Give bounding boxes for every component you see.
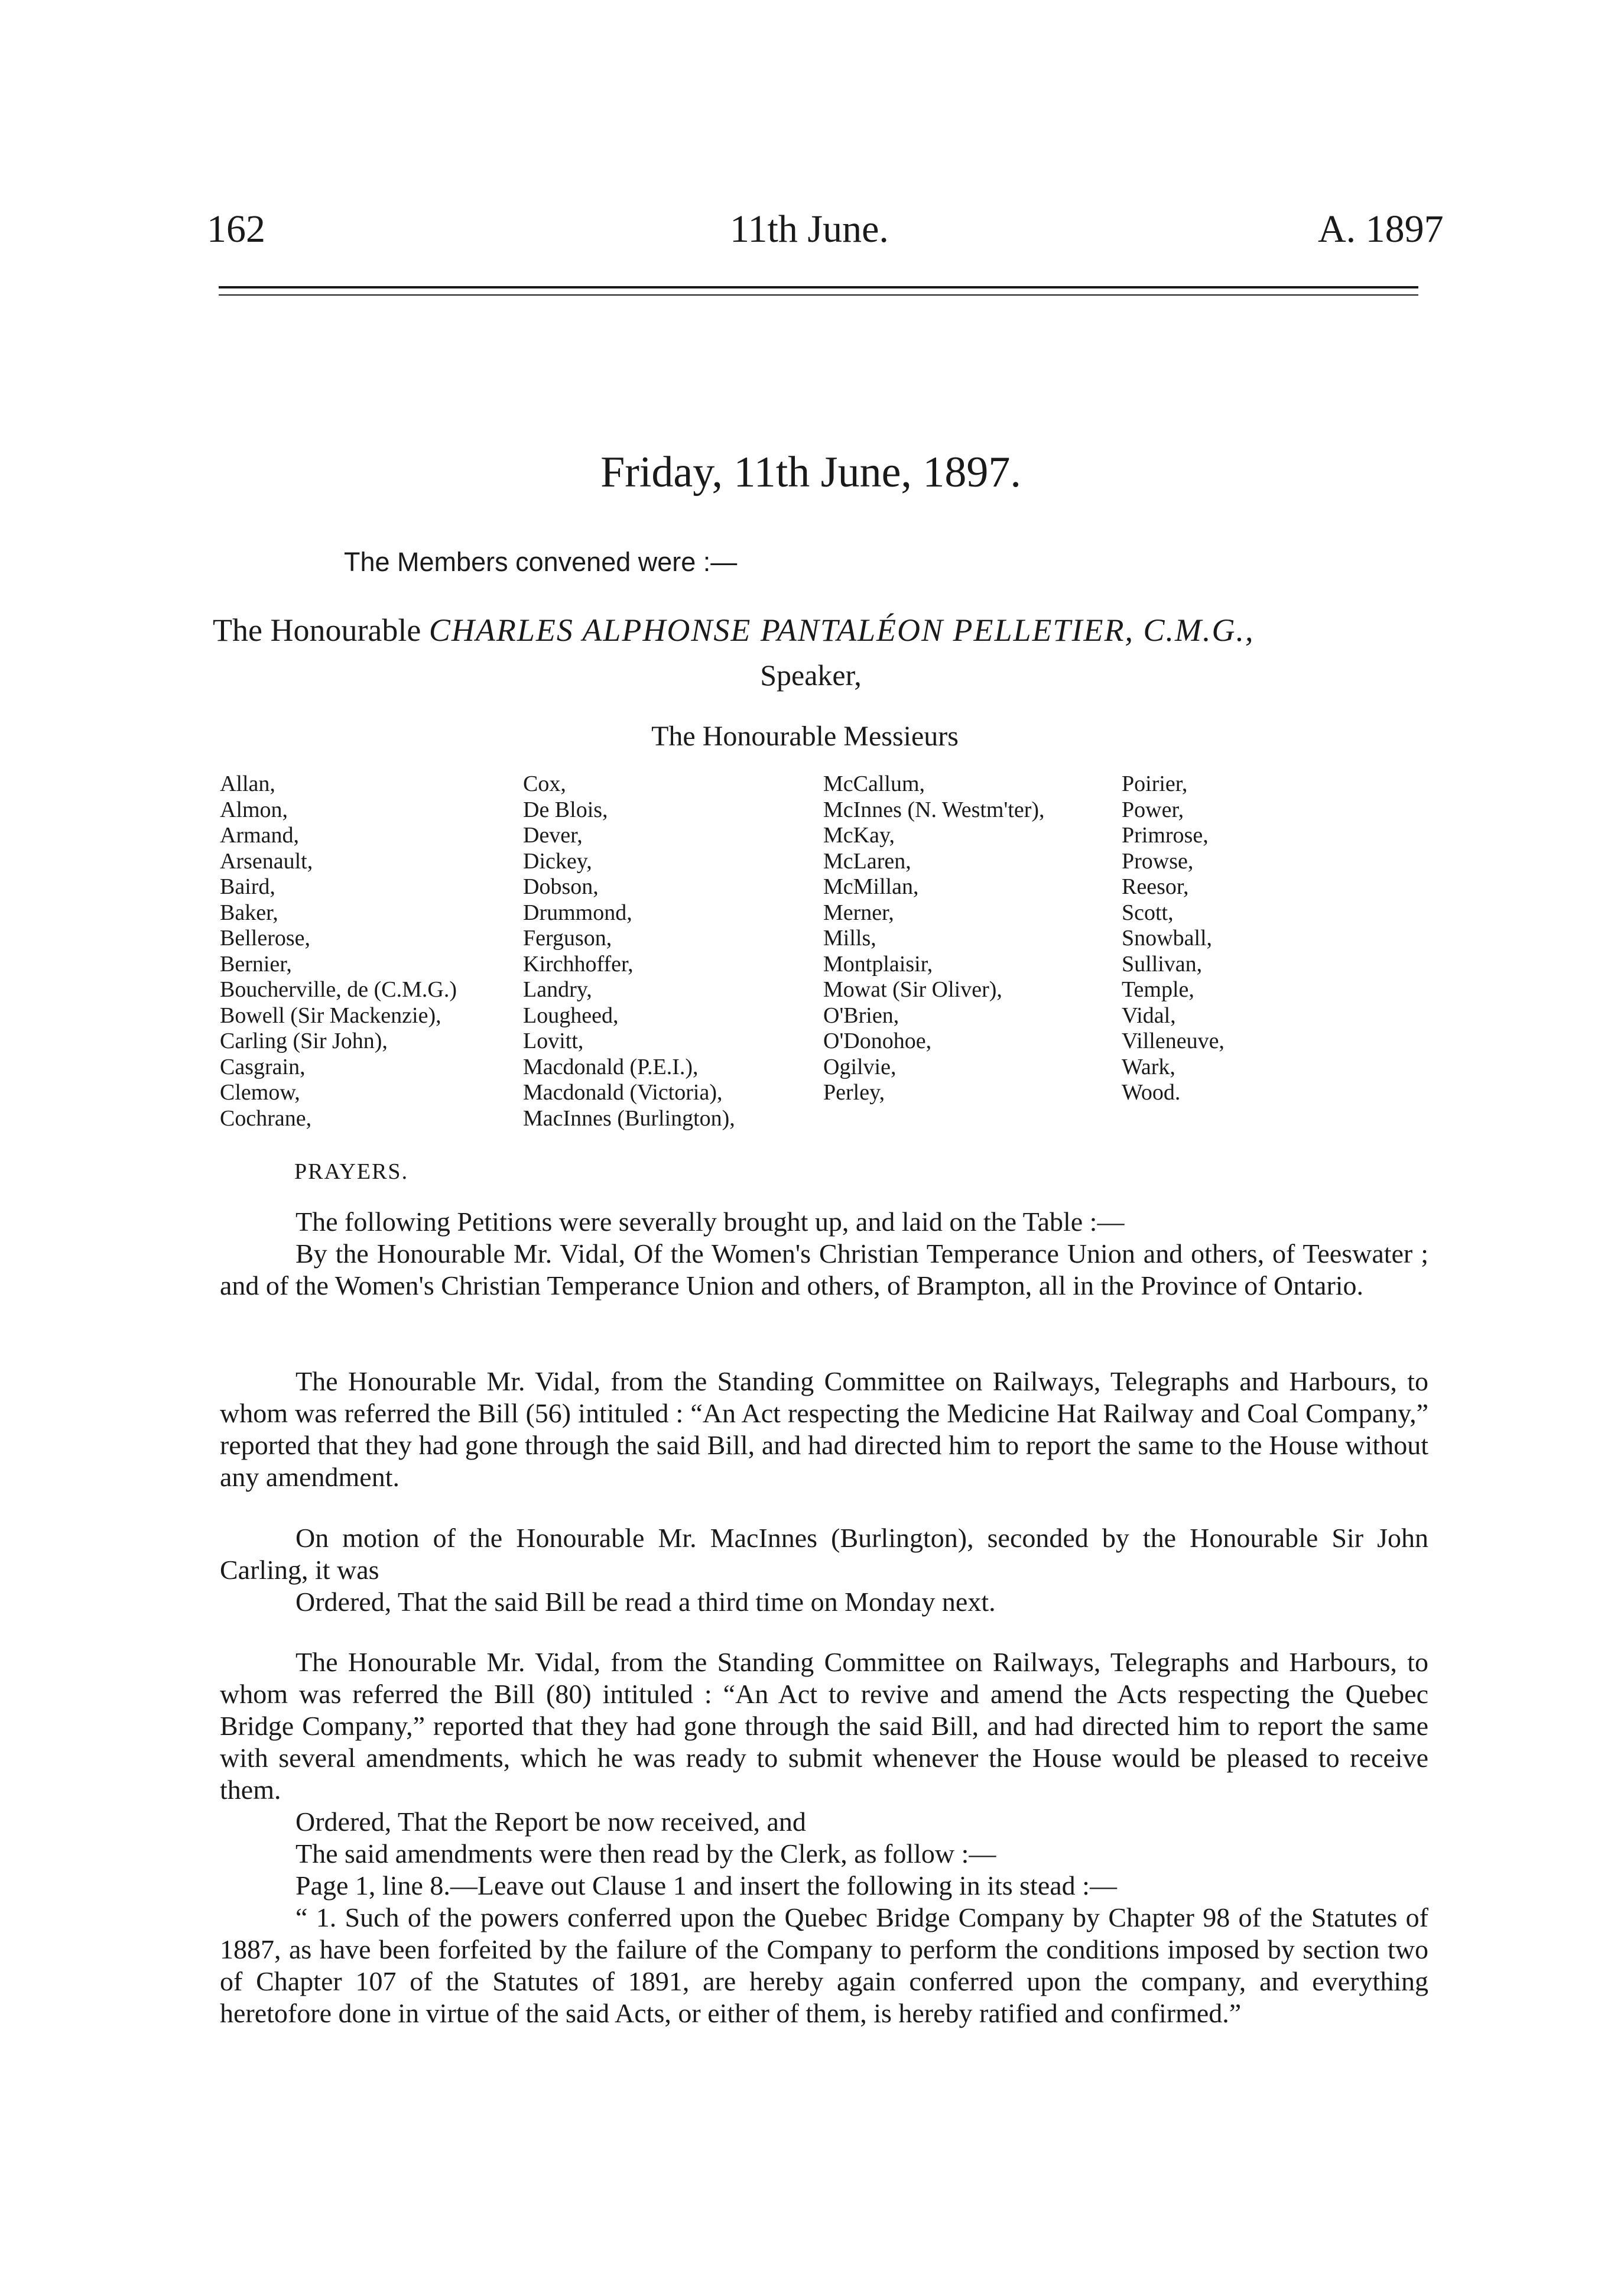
railway-report-text: The Honourable Mr. Vidal, from the Standing Committee on Railways, Telegraphs and Harbours, to whom was referred the Bill (80) intituled : “An Act to revive and amend the Acts respecting the Quebec Bridge Company,” reported that they had gone through the said Bill, and had directed him to report the same with several amendments, which he was ready to submit whenever the House would be pleased to receive them. <box>220 1647 1428 1805</box>
member-name: Lougheed, <box>523 1003 619 1028</box>
member-name: Wark, <box>1122 1054 1175 1079</box>
member-name: McMillan, <box>823 874 919 899</box>
member-name: Allan, <box>220 771 275 796</box>
members-column-3 <box>823 771 1045 1106</box>
railway-report-bill-56 <box>220 1366 1428 1493</box>
member-name: Almon, <box>220 797 288 822</box>
member-name: Vidal, <box>1122 1003 1176 1028</box>
member-name: Casgrain, <box>220 1054 306 1079</box>
petitions-section <box>220 1206 1428 1302</box>
member-name: Arsenault, <box>220 848 313 874</box>
member-name: Mowat (Sir Oliver), <box>823 977 1002 1002</box>
motion-section <box>220 1522 1428 1618</box>
member-name: Lovitt, <box>523 1029 584 1053</box>
sitting-date-title: Friday, 11th June, 1897. <box>600 448 1021 497</box>
motion-text: On motion of the Honourable Mr. MacInnes (Burlington), seconded by the Honourable Sir John Carling, it was <box>220 1523 1428 1585</box>
member-name: Macdonald (Victoria), <box>523 1080 723 1105</box>
petitions-intro: The following Petitions were severally brought up, and laid on the Table :— <box>295 1207 1125 1237</box>
member-name: Poirier, <box>1122 771 1188 796</box>
member-name: Bowell (Sir Mackenzie), <box>220 1003 441 1028</box>
page-line-instruction: Page 1, line 8.—Leave out Clause 1 and insert the following in its stead :— <box>295 1870 1117 1901</box>
member-name: Ogilvie, <box>823 1054 897 1079</box>
member-name: Cox, <box>523 771 566 796</box>
member-name: Dever, <box>523 823 583 848</box>
member-name: Snowball, <box>1122 926 1213 951</box>
member-name: MacInnes (Burlington), <box>523 1105 735 1131</box>
speaker-line <box>213 612 1254 648</box>
member-name: Dobson, <box>523 874 599 899</box>
member-name: Merner, <box>823 900 894 925</box>
members-convened-line: The Members convened were :— <box>344 547 738 577</box>
member-name: Reesor, <box>1122 874 1189 899</box>
member-name: Power, <box>1122 797 1184 822</box>
member-name: Sullivan, <box>1122 951 1203 977</box>
member-name: Kirchhoffer, <box>523 951 634 977</box>
members-column-4 <box>1122 771 1225 1106</box>
members-column-2 <box>523 771 735 1131</box>
member-name: Macdonald (P.E.I.), <box>523 1054 699 1079</box>
member-name: Baker, <box>220 900 278 925</box>
member-name: Primrose, <box>1122 823 1209 848</box>
petitions-body: By the Honourable Mr. Vidal, Of the Women's Christian Temperance Union and others, of Teeswater ; and of the Women's Christian Temperance Union and others, of Brampton, all in the Province of Ontario. <box>220 1238 1428 1301</box>
member-name: De Blois, <box>523 797 608 822</box>
member-name: Bernier, <box>220 951 292 977</box>
member-name: Perley, <box>823 1080 885 1105</box>
member-name: Cochrane, <box>220 1105 312 1131</box>
running-year: A. 1897 <box>1318 207 1444 251</box>
member-name: O'Brien, <box>823 1003 899 1028</box>
messieurs-heading: The Honourable Messieurs <box>651 721 959 752</box>
member-name: Clemow, <box>220 1080 300 1105</box>
amendments-read: The said amendments were then read by the Clerk, as follow :— <box>295 1838 996 1869</box>
member-name: Villeneuve, <box>1122 1029 1225 1053</box>
speaker-name: CHARLES ALPHONSE PANTALÉON PELLETIER, C.M.G., <box>428 612 1255 648</box>
member-name: Boucherville, de (C.M.G.) <box>220 977 457 1002</box>
member-name: Landry, <box>523 977 592 1002</box>
member-name: Wood. <box>1122 1080 1181 1105</box>
member-name: Baird, <box>220 874 275 899</box>
member-name: Ferguson, <box>523 926 612 951</box>
member-name: Drummond, <box>523 900 632 925</box>
member-name: McCallum, <box>823 771 925 796</box>
member-name: Mills, <box>823 926 876 951</box>
member-name: Carling (Sir John), <box>220 1029 388 1053</box>
member-name: McLaren, <box>823 848 911 874</box>
speaker-prefix: The Honourable <box>213 612 421 648</box>
member-name: Temple, <box>1122 977 1194 1002</box>
header-rule-thin <box>219 294 1418 296</box>
member-name: Montplaisir, <box>823 951 933 977</box>
member-name: Scott, <box>1122 900 1174 925</box>
member-name: Dickey, <box>523 848 592 874</box>
clause-1-text: “ 1. Such of the powers conferred upon the Quebec Bridge Company by Chapter 98 of the Statutes of 1887, as have been forfeited by the failure of the Company to perform the conditions imposed by section two of Chapter 107 of the Statutes of 1891, are hereby again conferred upon the company, and everything heretofore done in virtue of the said Acts, or either of them, is hereby ratified and confirmed.” <box>220 1902 1428 2028</box>
railway-report-bill-80 <box>220 1646 1428 2029</box>
railway-report-text: The Honourable Mr. Vidal, from the Standing Committee on Railways, Telegraphs and Harbours, to whom was referred the Bill (56) intituled : “An Act respecting the Medicine Hat Railway and Coal Company,” reported that they had gone through the said Bill, and had directed him to report the same to the House without any amendment. <box>220 1366 1428 1492</box>
member-name: Bellerose, <box>220 926 311 951</box>
running-date: 11th June. <box>730 207 889 251</box>
members-column-1 <box>220 771 457 1131</box>
ordered-report-received: Ordered, That the Report be now received, and <box>295 1807 806 1837</box>
speaker-title: Speaker, <box>760 659 862 692</box>
member-name: Armand, <box>220 823 300 848</box>
page-number: 162 <box>207 207 265 251</box>
header-rule-thick <box>219 286 1418 288</box>
member-name: McInnes (N. Westm'ter), <box>823 797 1045 822</box>
member-name: O'Donohoe, <box>823 1029 932 1053</box>
member-name: McKay, <box>823 823 895 848</box>
ordered-third-reading: Ordered, That the said Bill be read a third time on Monday next. <box>295 1587 996 1617</box>
member-name: Prowse, <box>1122 848 1194 874</box>
prayers-heading: PRAYERS. <box>294 1159 409 1184</box>
